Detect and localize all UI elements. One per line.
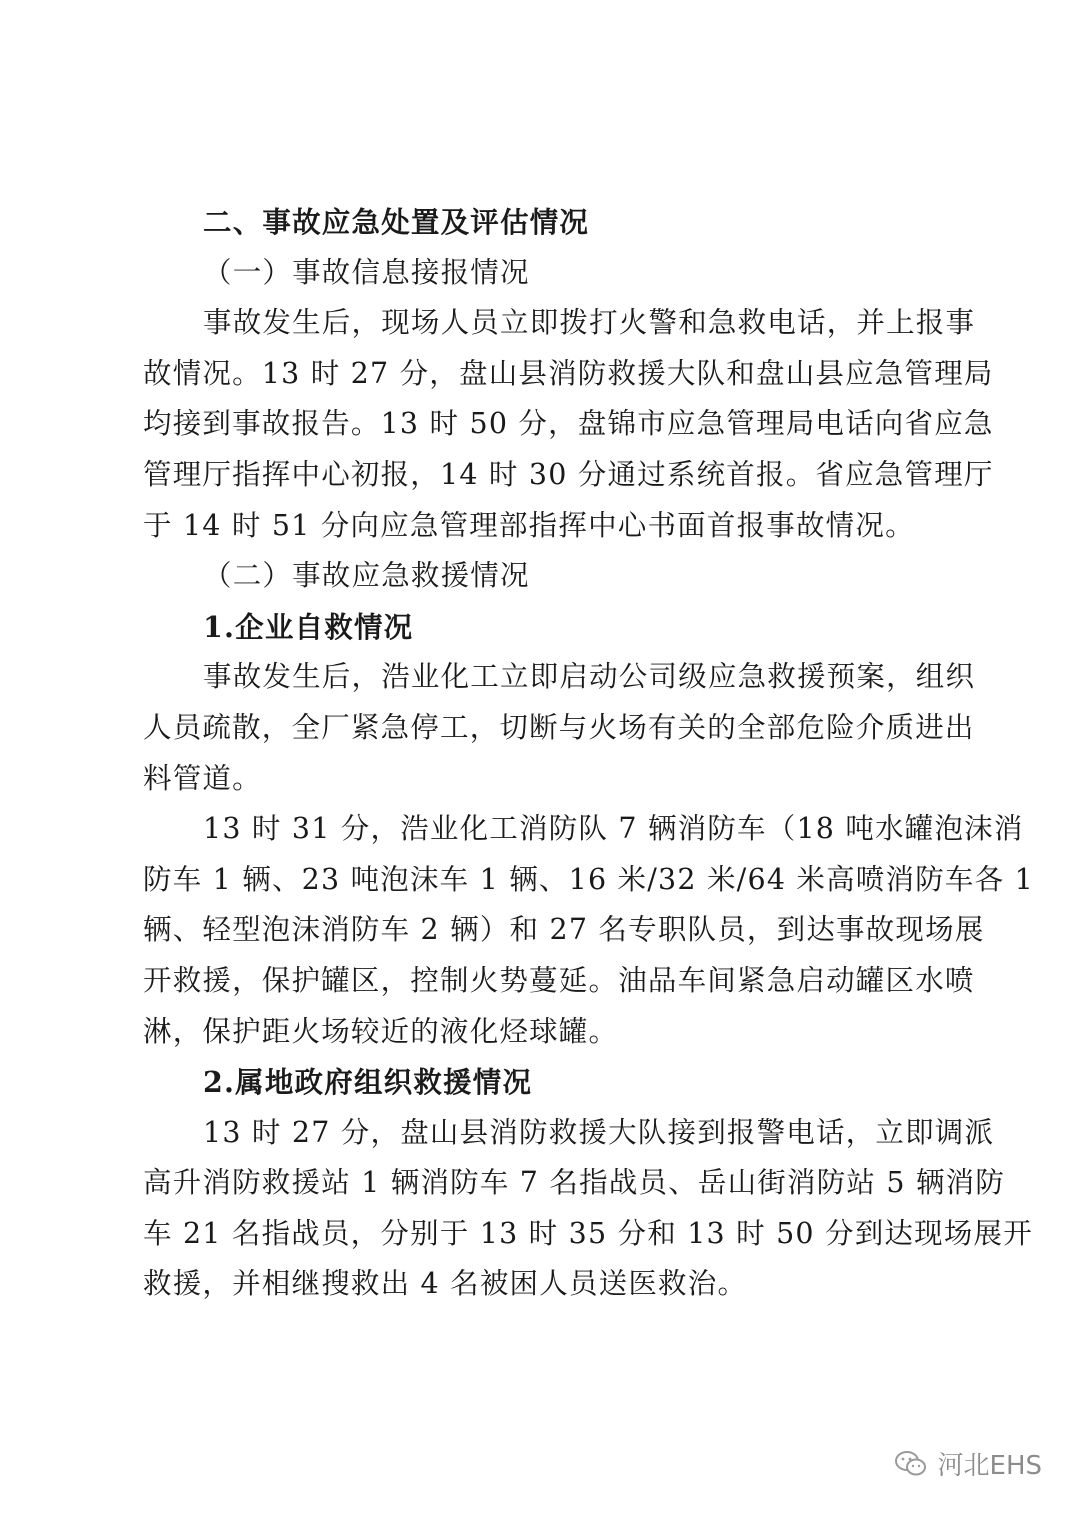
subsection-heading-2: （二）事故应急救援情况 [203,559,530,593]
paragraph-3 [143,804,1034,1057]
paragraph-line: 辆、轻型泡沫消防车 2 辆）和 27 名专职队员，到达事故现场展 [143,913,985,947]
wechat-icon [894,1450,928,1478]
paragraph-2 [143,652,976,804]
paragraph-line: 事故发生后，浩业化工立即启动公司级应急救援预案，组织 [203,660,976,694]
subsection-heading-1: （一）事故信息接报情况 [203,255,530,289]
item-heading-2: 2.属地政府组织救援情况 [203,1065,533,1100]
paragraph-line: 高升消防救援站 1 辆消防车 7 名指战员、岳山街消防站 5 辆消防 [143,1166,1006,1200]
paragraph-line: 料管道。 [143,761,262,795]
paragraph-line: 防车 1 辆、23 吨泡沫车 1 辆、16 米/32 米/64 米高喷消防车各 1 [143,862,1034,896]
paragraph-line: 人员疏散，全厂紧急停工，切断与火场有关的全部危险介质进出 [143,710,975,744]
paragraph-line: 救援，并相继搜救出 4 名被困人员送医救治。 [143,1267,748,1301]
paragraph-line: 于 14 时 51 分向应急管理部指挥中心书面首报事故情况。 [143,508,915,542]
paragraph-line: 13 时 27 分，盘山县消防救援大队接到报警电话，立即调派 [203,1115,995,1149]
paragraph-1 [143,298,994,551]
paragraph-4 [143,1108,1033,1310]
watermark-text: 河北EHS [937,1451,1042,1481]
paragraph-line: 淋，保护距火场较近的液化烃球罐。 [143,1014,619,1048]
paragraph-line: 故情况。13 时 27 分，盘山县消防救援大队和盘山县应急管理局 [143,356,994,390]
paragraph-line: 管理厅指挥中心初报，14 时 30 分通过系统首报。省应急管理厅 [143,457,994,491]
section-heading: 二、事故应急处置及评估情况 [203,205,590,239]
paragraph-line: 均接到事故报告。13 时 50 分，盘锦市应急管理局电话向省应急 [143,407,994,441]
item-heading-1: 1.企业自救情况 [203,609,414,644]
paragraph-line: 13 时 31 分，浩业化工消防队 7 辆消防车（18 吨水罐泡沫消 [203,812,1024,846]
paragraph-line: 事故发生后，现场人员立即拨打火警和急救电话，并上报事 [203,306,976,340]
document-page [143,197,1034,1310]
paragraph-line: 车 21 名指战员，分别于 13 时 35 分和 13 时 50 分到达现场展开 [143,1216,1033,1250]
paragraph-line: 开救援，保护罐区，控制火势蔓延。油品车间紧急启动罐区水喷 [143,963,975,997]
watermark [894,1445,1042,1482]
